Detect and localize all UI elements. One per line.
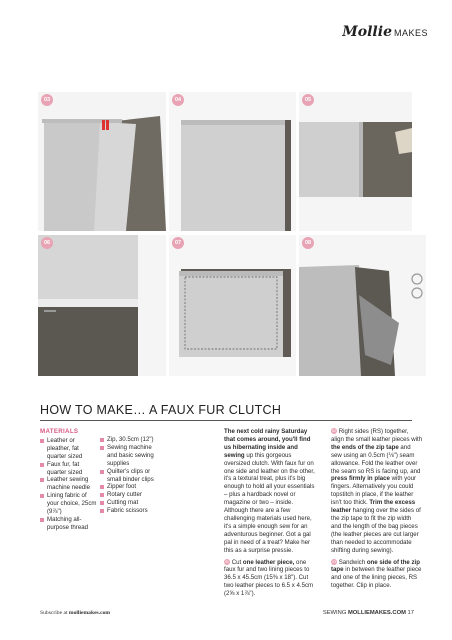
step-3-text-2: in between the leather piece and one of the lining pieces, RS together. Clip in place. [331, 566, 422, 590]
photo-step-07-image [169, 235, 296, 376]
material-item: Cutting mat [100, 499, 162, 507]
step-number-06: 06 [41, 237, 53, 249]
step-number-08: 08 [302, 237, 314, 249]
photo-step-04 [169, 92, 296, 231]
step-2-text-2: and sew using an 0.5cm (⅛") seam allowance. Fold the leather over the seam so RS is facing up, and [331, 443, 421, 475]
material-item: Zipper foot [100, 483, 162, 491]
material-item: Fabric scissors [100, 507, 162, 515]
step-1-number: 01 [225, 559, 229, 564]
material-item: Matching all-purpose thread [40, 516, 98, 532]
step-number-05: 05 [302, 94, 314, 106]
step-1-paragraph [224, 559, 317, 599]
footer-site: MOLLIEMAKES.COM [347, 610, 406, 616]
material-item: Quilter's clips or small binder clips [100, 468, 162, 484]
footer-page-info [323, 610, 414, 616]
step-3-text-1: Sandwich [337, 558, 367, 566]
step-2-bold-1: the ends of the zip tape [331, 443, 399, 451]
photo-step-03 [38, 92, 166, 231]
footer-subscribe-link[interactable]: molliemakes.com [68, 610, 111, 616]
steps-column [331, 428, 423, 594]
photo-step-06 [38, 235, 166, 376]
material-item: Sewing machine and basic sewing supplies [100, 444, 162, 468]
step-number-04: 04 [172, 94, 184, 106]
materials-column-1 [40, 428, 98, 532]
step-1-pre: Cut [230, 558, 243, 566]
materials-column-2 [100, 436, 162, 515]
material-item: Faux fur, fat quarter sized [40, 461, 98, 477]
photo-step-06-image [38, 235, 166, 376]
step-3-paragraph [331, 559, 423, 591]
intro-text: up this gorgeous oversized clutch. With faux fur on one side and leather on the other, it's a textural treat, plus it's big enough to hold all your essentials – plus a hardback novel or magazine or two – inside. Although there are a few challenging materials used here, it's a simple enough sew for an adventurous beginner. Got a gal pal in need of a treat? Make her this as a surprise pressie. [224, 451, 315, 554]
step-1-bold: one leather piece, [242, 558, 295, 566]
footer-subscribe-text: Subscribe at [40, 610, 69, 616]
step-2-bold-2: press firmly in place [331, 475, 390, 483]
intro-column [224, 428, 317, 602]
brand-script: Mollie [342, 24, 392, 40]
step-number-07: 07 [172, 237, 184, 249]
photo-step-04-image [169, 92, 296, 231]
page-number: 17 [407, 610, 414, 616]
brand-makes: MAKES [393, 28, 428, 38]
material-item: Lining fabric of your choice, 25cm (9⅞") [40, 492, 98, 516]
footer-subscribe [40, 610, 110, 616]
material-item: Leather sewing machine needle [40, 476, 98, 492]
material-item: Rotary cutter [100, 491, 162, 499]
step-2-number: 02 [332, 429, 336, 434]
intro-bold: The next cold rainy Saturday that comes around, you'll find us hibernating inside and sewing [224, 428, 311, 459]
brand-logo [342, 24, 428, 40]
step-2-text-4: hanging over the sides of the zip tape to fit the zip width and the length of the bag pieces (the leather pieces are cut larger than needed to accommodate shifting during sewing). [331, 507, 421, 554]
step-number-03: 03 [41, 94, 53, 106]
photo-step-07 [169, 235, 296, 376]
step-2-bold-3: Trim the excess leather [331, 499, 416, 515]
step-2-text-3: with your fingers. Alternatively you could topstitch in place, if the leather isn't too thick. [331, 475, 417, 507]
photo-step-08-image [299, 235, 426, 376]
photo-step-03-image [38, 92, 166, 231]
step-1-text: one faux fur and two lining pieces to 36.5 x 45.5cm (15⅜ x 18"). Cut two leather pieces to 6.5 x 4.5cm (2⅝ x 1⅞"). [224, 558, 314, 598]
photo-step-05-image [299, 92, 412, 231]
photo-step-05 [299, 92, 412, 231]
step-3-bold-1: one side of the zip tape [331, 558, 420, 574]
page-heading: HOW TO MAKE… A FAUX FUR CLUTCH [40, 403, 412, 421]
footer-section: SEWING [322, 610, 348, 616]
step-2-text-1: Right sides (RS) together, align the small leather pieces with [331, 428, 423, 443]
material-item: Zip, 30.5cm (12") [100, 436, 162, 444]
photo-step-08 [299, 235, 426, 376]
material-item: Leather or pleather, fat quarter sized [40, 437, 98, 461]
step-2-paragraph [331, 428, 423, 555]
materials-title: MATERIALS [40, 428, 79, 435]
intro-paragraph [224, 428, 317, 555]
step-3-number: 03 [332, 559, 336, 564]
